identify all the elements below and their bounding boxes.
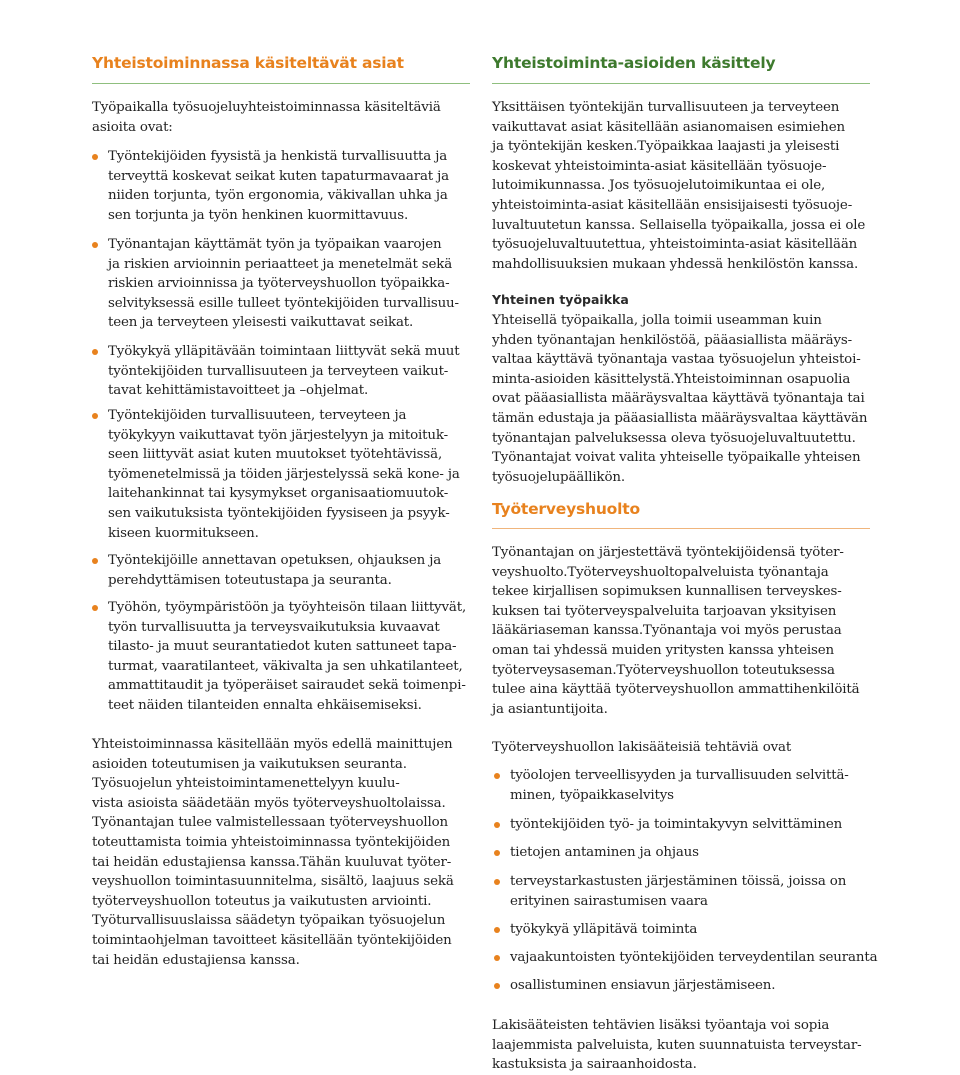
list-item-text: vajaakuntoisten työntekijöiden terveydentilan seuranta bbox=[510, 950, 878, 965]
section-heading-tyoterveyshuolto: Työterveyshuolto bbox=[492, 500, 640, 518]
bullet-icon bbox=[494, 983, 500, 989]
list-item-text: osallistuminen ensiavun järjestämiseen. bbox=[510, 978, 776, 993]
bullet-icon bbox=[92, 605, 98, 611]
bullet-icon bbox=[494, 879, 500, 885]
bullet-icon bbox=[92, 413, 98, 419]
bullet-icon bbox=[92, 349, 98, 355]
list-item-text: työolojen terveellisyyden ja turvallisuuden selvittä- minen, työpaikkaselvitys bbox=[510, 768, 849, 803]
bullet-icon bbox=[494, 850, 500, 856]
bullet-icon bbox=[494, 927, 500, 933]
list-item-text: tietojen antaminen ja ohjaus bbox=[510, 845, 699, 860]
paragraph: Yksittäisen työntekijän turvallisuuteen ja terveyteen vaikuttavat asiat käsitellään asianomaisen esimiehen ja työntekijän kesken.Työpaikkaa laajasti ja yleisesti koskevat yhteistoiminta-asiat käsitellään työsuoje- lutoimikunnassa. Jos työsuojelutoimikuntaa ei ole, yhteistoiminta-asiat käsitellään ensisijaisesti työsuoje- luvaltuutetun kanssa. Sellaisella työpaikalla, jossa ei ole työsuojeluvaltuutettua, yhteistoiminta-asiat käsitellään mahdollisuuksien mukaan yhdessä henkilöstön kanssa. bbox=[492, 100, 866, 272]
list-item-text: Työkykyä ylläpitävään toimintaan liittyvät sekä muut työntekijöiden turvallisuuteen ja terveyteen vaikut- tavat kehittämistavoitteet ja –ohjelmat. bbox=[108, 344, 460, 399]
paragraph: Työnantajan on järjestettävä työntekijöidensä työter- veyshuolto.Työterveyshuoltopalveluista työnantaja tekee kirjallisen sopimuksen kunnallisen terveyskes- kuksen tai työterveyspalveluita tarjoavan yksityisen lääkäriaseman kanssa.Työnantaja voi myös perustaa oman tai yhdessä muiden yritysten kanssa yhteisen työterveysaseman.Työterveyshuollon toteutuksessa tulee aina käyttää työterveyshuollon ammattihenkilöitä ja asiantuntijoita. bbox=[492, 545, 860, 717]
list-item-text: terveystarkastusten järjestäminen töissä, joissa on erityinen sairastumisen vaara bbox=[510, 874, 847, 909]
section-heading-yhteistoiminnassa: Yhteistoiminnassa käsiteltävät asiat bbox=[92, 54, 404, 72]
section-heading-kasittely: Yhteistoiminta-asioiden käsittely bbox=[492, 54, 776, 72]
list-item-text: Työhön, työympäristöön ja työyhteisön tilaan liittyvät, työn turvallisuutta ja terveysvaikutuksia kuvaavat tilasto- ja muut seurantatiedot kuten sattuneet tapa- turmat, vaaratilanteet, väkivalta ja sen uhkatilanteet, ammattitaudit ja työperäiset sairaudet sekä toimenpi- teet näiden tilanteiden ennalta ehkäisemiseksi. bbox=[108, 600, 467, 713]
list-item-text: Työnantajan käyttämät työn ja työpaikan vaarojen ja riskien arvioinnin periaatteet ja menetelmät sekä riskien arvioinnissa ja työterveyshuollon työpaikka- selvityksessä esille tulleet työntekijöiden turvallisuu- teen ja terveyteen yleisesti vaikuttavat seikat. bbox=[108, 237, 459, 331]
heading-rule bbox=[92, 83, 470, 84]
list-item-text: työkykyä ylläpitävä toiminta bbox=[510, 922, 698, 937]
bullet-icon bbox=[494, 822, 500, 828]
paragraph: Yhteisellä työpaikalla, jolla toimii useamman kuin yhden työnantajan henkilöstöä, pääasiallista määräys- valtaa käyttävä työnantaja vastaa työsuojelun yhteistoi- minta-asioiden käsittelystä.Yhteistoiminnan osapuolia ovat pääasiallista määräysvaltaa käyttävä työnantaja tai tämän edustaja ja pääasiallista määräysvaltaa käyttävän työnantajan palveluksessa oleva työsuojeluvaltuutettu. Työnantajat voivat valita yhteiselle työpaikalle yhteisen työsuojelupäällikön. bbox=[492, 313, 868, 485]
tasks-intro: Työterveyshuollon lakisääteisiä tehtäviä ovat bbox=[492, 740, 792, 755]
list-item-text: Työntekijöiden fyysistä ja henkistä turvallisuutta ja terveyttä koskevat seikat kuten tapaturmavaarat ja niiden torjunta, työn ergonomia, väkivallan uhka ja sen torjunta ja työn henkinen kuormittavuus. bbox=[108, 149, 449, 223]
bullet-icon bbox=[92, 154, 98, 160]
heading-rule bbox=[492, 83, 870, 84]
list-item-text: Työntekijöille annettavan opetuksen, ohjauksen ja perehdyttämisen toteutustapa ja seuranta. bbox=[108, 553, 442, 588]
heading-rule bbox=[492, 528, 870, 529]
subheading-yhteinen-tyopaikka: Yhteinen työpaikka bbox=[492, 292, 629, 307]
closing-text: Lakisääteisten tehtävien lisäksi työantaja voi sopia laajemmista palveluista, kuten suunnatuista terveystar- kastuksista ja sairaanhoidosta. bbox=[492, 1018, 862, 1073]
intro-text: Työpaikalla työsuojeluyhteistoiminnassa käsiteltäviä asioita ovat: bbox=[92, 100, 441, 135]
bullet-icon bbox=[92, 558, 98, 564]
bullet-icon bbox=[494, 955, 500, 961]
bullet-icon bbox=[494, 773, 500, 779]
bullet-icon bbox=[92, 242, 98, 248]
closing-text: Yhteistoiminnassa käsitellään myös edellä mainittujen asioiden toteutumisen ja vaikutuksen seuranta. Työsuojelun yhteistoimintamenettelyyn kuulu- vista asioista säädetään myös työterveyshuoltolaissa. Työnantajan tulee valmistellessaan työterveyshuollon toteuttamista toimia yhteistoiminnassa työntekijöiden tai heidän edustajiensa kanssa.Tähän kuuluvat työter- veyshuollon toimintasuunnitelma, sisältö, laajuus sekä työterveyshuollon toteutus ja vaikutusten arviointi. Työturvallisuuslaissa säädetyn työpaikan työsuojelun toimintaohjelman tavoitteet käsitellään työntekijöiden tai heidän edustajiensa kanssa. bbox=[92, 737, 454, 968]
list-item-text: Työntekijöiden turvallisuuteen, terveyteen ja työkykyyn vaikuttavat työn järjestelyyn ja mitoituk- seen liittyvät asiat kuten muutokset työtehtävissä, työmenetelmissä ja töiden järjestelyssä sekä kone- ja laitehankinnat tai kysymykset organisaatiomuutok- sen vaikutuksista työntekijöiden fyysiseen ja psyyk- kiseen kuormitukseen. bbox=[108, 408, 460, 541]
list-item-text: työntekijöiden työ- ja toimintakyvyn selvittäminen bbox=[510, 817, 843, 832]
